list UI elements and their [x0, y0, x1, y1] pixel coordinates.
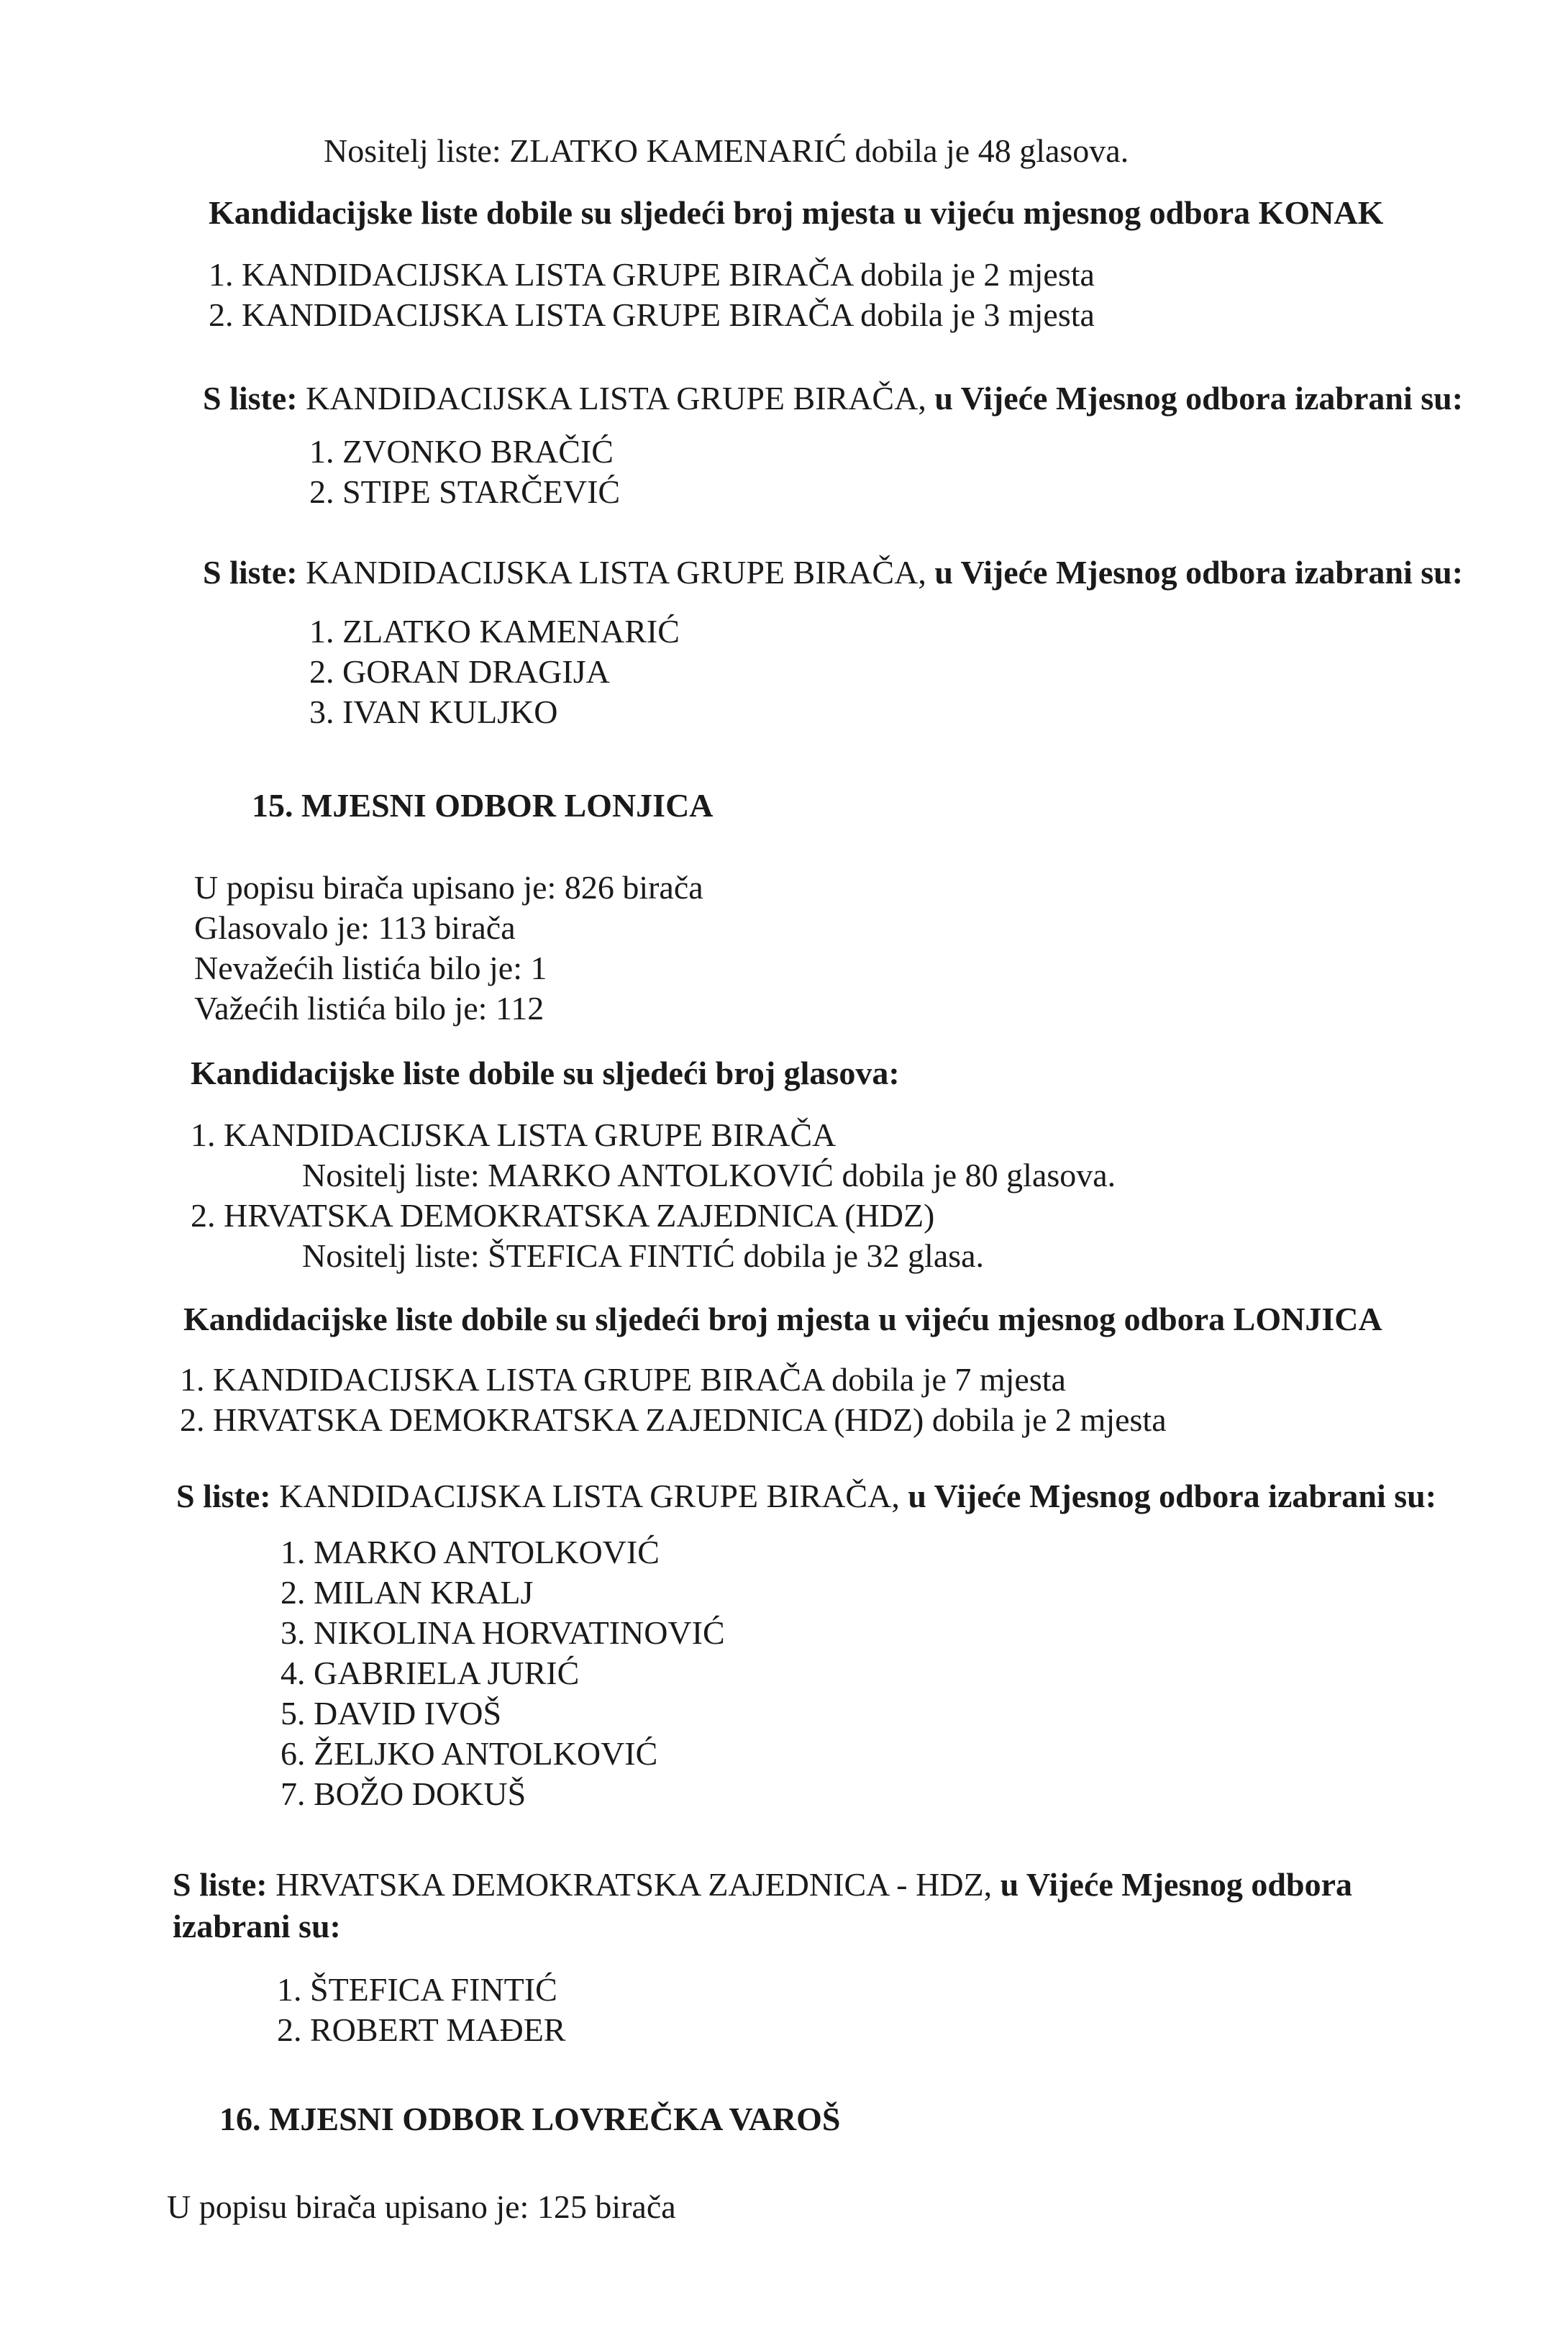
konak-seat-item: 2. KANDIDACIJSKA LISTA GRUPE BIRAČA dobila je 3 mjesta — [209, 296, 1095, 333]
elected-member: 6. ŽELJKO ANTOLKOVIĆ — [281, 1735, 658, 1772]
lovrecka-section-title: 16. MJESNI ODBOR LOVREČKA VAROŠ — [219, 2101, 841, 2137]
elected-member: 2. GORAN DRAGIJA — [309, 653, 610, 690]
list-name: KANDIDACIJSKA LISTA GRUPE BIRAČA, — [306, 554, 926, 591]
konak-seat-item: 1. KANDIDACIJSKA LISTA GRUPE BIRAČA dobila je 2 mjesta — [209, 256, 1095, 293]
elected-member: 3. IVAN KULJKO — [309, 693, 558, 730]
list-prefix: S liste: — [203, 554, 298, 591]
lonjica-seat-item: 1. KANDIDACIJSKA LISTA GRUPE BIRAČA dobila je 7 mjesta — [180, 1361, 1066, 1398]
elected-member: 2. MILAN KRALJ — [281, 1574, 534, 1611]
elected-member: 1. ZLATKO KAMENARIĆ — [309, 613, 680, 650]
lonjica-vote-item: 1. KANDIDACIJSKA LISTA GRUPE BIRAČA — [191, 1116, 837, 1153]
lonjica-list2-header-cont: izabrani su: — [173, 1908, 341, 1944]
lonjica-list2-header — [173, 1865, 1352, 1905]
konak-seats-heading: Kandidacijske liste dobile su sljedeći broj mjesta u vijeću mjesnog odbora KONAK — [209, 194, 1384, 231]
lovrecka-stat: U popisu birača upisano je: 125 birača — [167, 2188, 676, 2225]
lonjica-stat: U popisu birača upisano je: 826 birača — [194, 869, 703, 906]
lonjica-section-title: 15. MJESNI ODBOR LONJICA — [252, 787, 714, 824]
lonjica-seats-heading: Kandidacijske liste dobile su sljedeći broj mjesta u vijeću mjesnog odbora LONJICA — [183, 1301, 1382, 1337]
elected-member: 1. ZVONKO BRAČIĆ — [309, 433, 614, 470]
list-suffix: u Vijeće Mjesnog odbora izabrani su: — [908, 1478, 1437, 1514]
list-suffix: u Vijeće Mjesnog odbora — [1000, 1866, 1353, 1903]
konak-list2-header — [203, 552, 1463, 593]
list-prefix: S liste: — [203, 380, 298, 417]
elected-member: 1. ŠTEFICA FINTIĆ — [277, 1971, 557, 2008]
konak-holder-line: Nositelj liste: ZLATKO KAMENARIĆ dobila je 48 glasova. — [324, 132, 1129, 169]
lonjica-stat: Važećih listića bilo je: 112 — [194, 990, 544, 1027]
elected-member: 1. MARKO ANTOLKOVIĆ — [281, 1534, 660, 1570]
lonjica-stat: Glasovalo je: 113 birača — [194, 909, 516, 946]
elected-member: 2. STIPE STARČEVIĆ — [309, 473, 621, 510]
list-suffix: u Vijeće Mjesnog odbora izabrani su: — [934, 554, 1464, 591]
lonjica-vote-holder: Nositelj liste: ŠTEFICA FINTIĆ dobila je 32 glasa. — [302, 1237, 985, 1274]
list-name: KANDIDACIJSKA LISTA GRUPE BIRAČA, — [279, 1478, 900, 1514]
elected-member: 2. ROBERT MAĐER — [277, 2011, 566, 2048]
list-prefix: S liste: — [176, 1478, 271, 1514]
list-suffix: u Vijeće Mjesnog odbora izabrani su: — [934, 380, 1464, 417]
list-name: KANDIDACIJSKA LISTA GRUPE BIRAČA, — [306, 380, 926, 417]
lonjica-list1-header — [176, 1476, 1436, 1516]
elected-member: 3. NIKOLINA HORVATINOVIĆ — [281, 1614, 725, 1651]
elected-member: 5. DAVID IVOŠ — [281, 1695, 502, 1732]
lonjica-vote-item: 2. HRVATSKA DEMOKRATSKA ZAJEDNICA (HDZ) — [191, 1197, 935, 1234]
elected-member: 7. BOŽO DOKUŠ — [281, 1775, 527, 1812]
list-prefix: S liste: — [173, 1866, 268, 1903]
elected-member: 4. GABRIELA JURIĆ — [281, 1655, 580, 1691]
konak-list1-header — [203, 378, 1463, 419]
list-name: HRVATSKA DEMOKRATSKA ZAJEDNICA - HDZ, — [275, 1866, 993, 1903]
lonjica-seat-item: 2. HRVATSKA DEMOKRATSKA ZAJEDNICA (HDZ) dobila je 2 mjesta — [180, 1401, 1167, 1438]
lonjica-votes-heading: Kandidacijske liste dobile su sljedeći broj glasova: — [191, 1055, 900, 1091]
lonjica-vote-holder: Nositelj liste: MARKO ANTOLKOVIĆ dobila je 80 glasova. — [302, 1157, 1116, 1193]
lonjica-stat: Nevažećih listića bilo je: 1 — [194, 950, 547, 986]
